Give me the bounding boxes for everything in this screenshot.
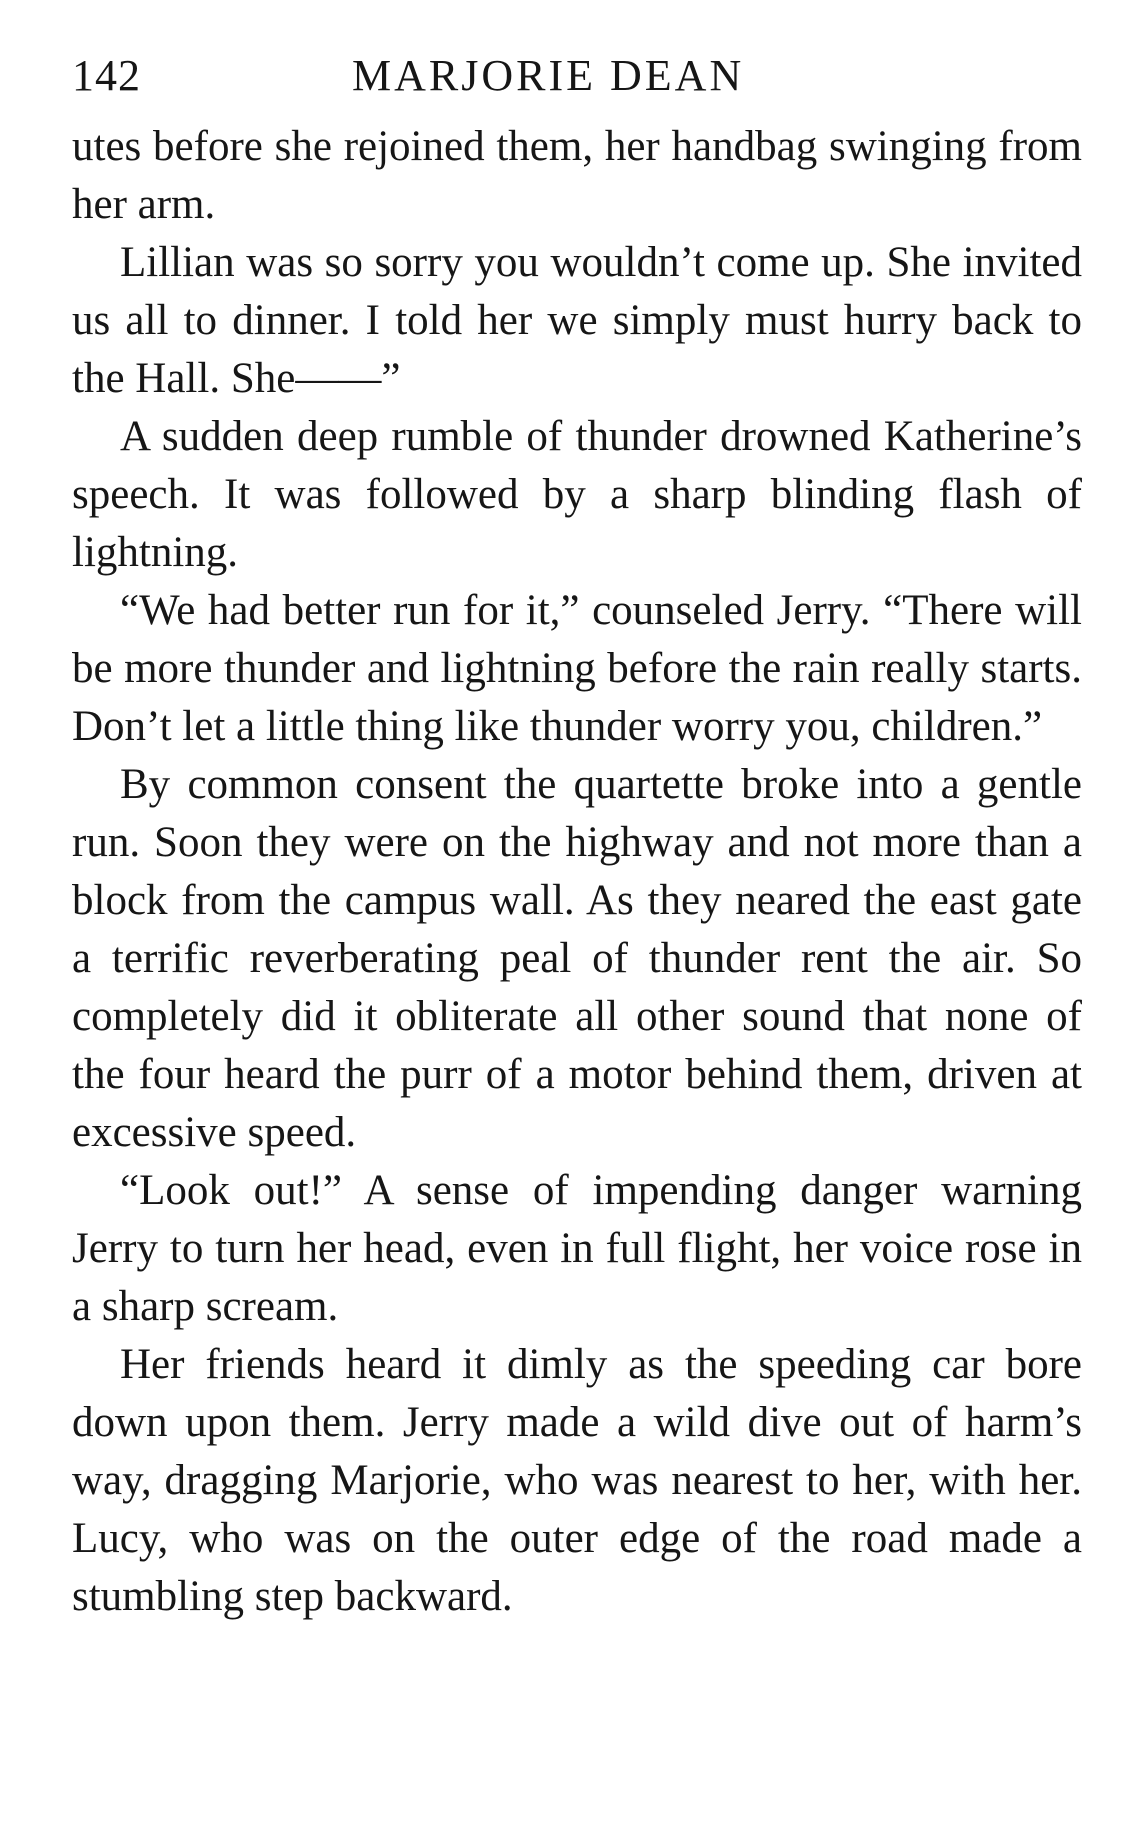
page-number: 142	[72, 51, 141, 100]
paragraph: A sudden deep rumble of thunder drowned Katherine’s speech. It was followed by a sharp blinding flash of lightning.	[72, 413, 1082, 576]
book-page	[72, 42, 1082, 1626]
paragraph-continued: utes before she rejoined them, her handbag swinging from her arm.	[72, 123, 1082, 228]
body-text	[72, 118, 1082, 1626]
paragraph: Lillian was so sorry you wouldn’t come up. She invited us all to dinner. I told her we simply must hurry back to the Hall. She——”	[72, 239, 1082, 402]
paragraph: “We had better run for it,” counseled Jerry. “There will be more thunder and lightning before the rain really starts. Don’t let a little thing like thunder worry you, children.”	[72, 587, 1082, 750]
running-head	[72, 42, 1082, 112]
book-title: MARJORIE DEAN	[352, 51, 745, 100]
paragraph: Her friends heard it dimly as the speeding car bore down upon them. Jerry made a wild dive out of harm’s way, dragging Marjorie, who was nearest to her, with her. Lucy, who was on the outer edge of the road made a stumbling step backward.	[72, 1341, 1082, 1620]
paragraph: By common consent the quartette broke into a gentle run. Soon they were on the highway and not more than a block from the campus wall. As they neared the east gate a terrific reverberating peal of thunder rent the air. So completely did it obliterate all other sound that none of the four heard the purr of a motor behind them, driven at excessive speed.	[72, 761, 1082, 1156]
paragraph: “Look out!” A sense of impending danger warning Jerry to turn her head, even in full flight, her voice rose in a sharp scream.	[72, 1167, 1082, 1330]
